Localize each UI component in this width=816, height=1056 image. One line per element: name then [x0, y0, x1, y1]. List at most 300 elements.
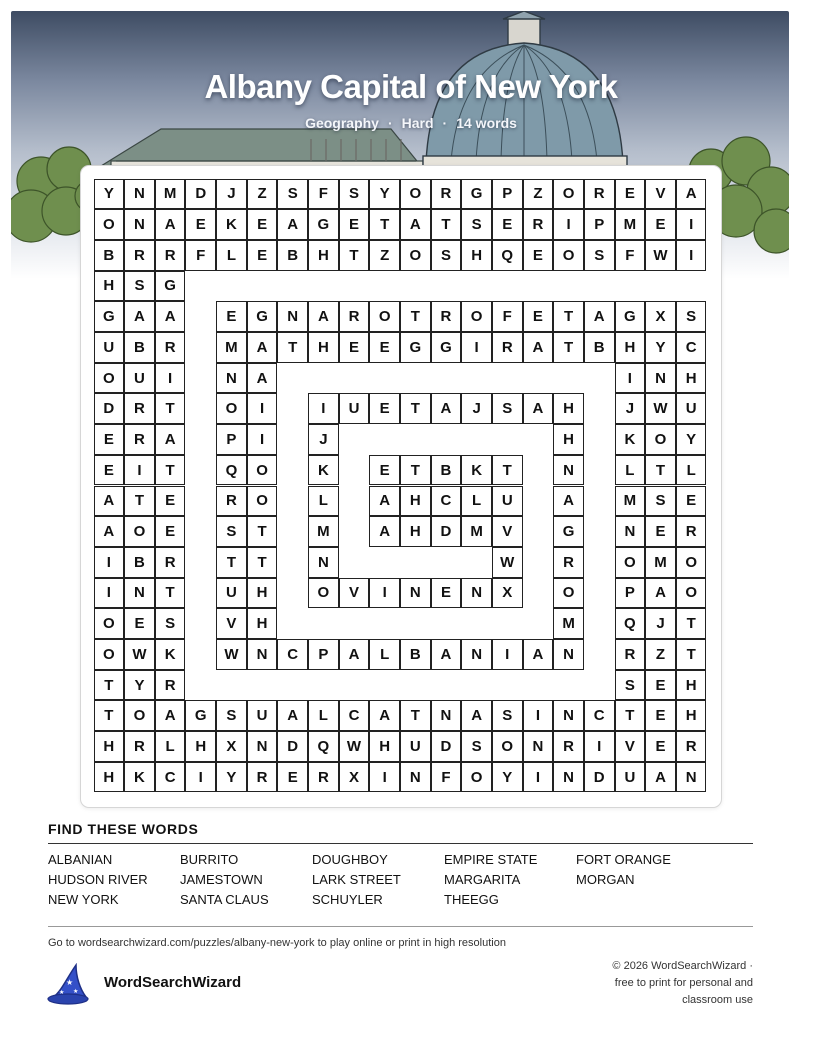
grid-cell: O — [461, 762, 492, 793]
grid-cell: T — [676, 608, 707, 639]
grid-cell: R — [584, 179, 615, 210]
grid-cell: A — [155, 209, 186, 240]
word-item: ALBANIAN — [48, 852, 113, 867]
grid-cell: E — [492, 209, 523, 240]
grid-cell: A — [247, 363, 278, 394]
grid-cell: S — [339, 179, 370, 210]
grid-cell: S — [615, 670, 646, 701]
grid-cell: E — [645, 731, 676, 762]
grid-cell: U — [676, 393, 707, 424]
grid-cell: D — [94, 393, 125, 424]
grid-cell: I — [615, 363, 646, 394]
grid-cell: N — [124, 209, 155, 240]
grid-cell: V — [645, 179, 676, 210]
grid-cell: E — [431, 578, 462, 609]
grid-cell: N — [247, 639, 278, 670]
grid-cell: Y — [676, 424, 707, 455]
grid-cell: E — [369, 332, 400, 363]
play-online-note: Go to wordsearchwizard.com/puzzles/albany-new-york to play online or print in high resolution — [48, 937, 506, 949]
word-item: HUDSON RIVER — [48, 872, 148, 887]
grid-cell: C — [277, 639, 308, 670]
grid-cell: N — [124, 179, 155, 210]
grid-cell: S — [645, 486, 676, 517]
grid-cell: Q — [308, 731, 339, 762]
grid-cell: N — [400, 578, 431, 609]
grid-cell: T — [339, 240, 370, 271]
grid-cell: H — [308, 332, 339, 363]
divider — [48, 843, 753, 844]
grid-cell: L — [308, 486, 339, 517]
grid-cell: Q — [216, 455, 247, 486]
grid-cell: H — [676, 700, 707, 731]
grid-cell: R — [553, 547, 584, 578]
grid-cell: O — [461, 301, 492, 332]
grid-cell: H — [553, 424, 584, 455]
grid-cell: J — [308, 424, 339, 455]
grid-cell: W — [124, 639, 155, 670]
grid-cell: O — [400, 240, 431, 271]
grid-cell: N — [615, 516, 646, 547]
grid-cell: E — [185, 209, 216, 240]
grid-cell: G — [553, 516, 584, 547]
grid-cell: N — [553, 639, 584, 670]
grid-cell: Z — [523, 179, 554, 210]
grid-cell: X — [492, 578, 523, 609]
grid-cell: R — [339, 301, 370, 332]
grid-cell: N — [308, 547, 339, 578]
grid-cell: H — [94, 271, 125, 302]
grid-cell: E — [216, 301, 247, 332]
grid-cell: E — [645, 209, 676, 240]
grid-cell: S — [492, 393, 523, 424]
grid-cell: C — [584, 700, 615, 731]
grid-cell: N — [553, 700, 584, 731]
copyright-line: free to print for personal and — [614, 977, 753, 989]
grid-cell: Q — [492, 240, 523, 271]
grid-cell: O — [553, 179, 584, 210]
grid-cell: J — [645, 608, 676, 639]
grid-cell: L — [461, 486, 492, 517]
grid-cell: G — [94, 301, 125, 332]
grid-cell: R — [124, 731, 155, 762]
grid-cell: Q — [615, 608, 646, 639]
grid-cell: Y — [645, 332, 676, 363]
word-item: MORGAN — [576, 872, 635, 887]
grid-cell: N — [523, 731, 554, 762]
grid-cell: U — [400, 731, 431, 762]
grid-cell: N — [553, 455, 584, 486]
grid-cell: T — [369, 209, 400, 240]
grid-cell: O — [400, 179, 431, 210]
grid-cell: S — [124, 271, 155, 302]
grid-cell: B — [277, 240, 308, 271]
grid-cell: E — [645, 516, 676, 547]
grid-cell: A — [400, 209, 431, 240]
grid-cell: S — [461, 209, 492, 240]
grid-cell: E — [523, 301, 554, 332]
grid-cell: R — [124, 240, 155, 271]
grid-cell: E — [676, 486, 707, 517]
grid-cell: L — [155, 731, 186, 762]
grid-cell: U — [216, 578, 247, 609]
grid-cell: M — [461, 516, 492, 547]
grid-cell: T — [94, 700, 125, 731]
grid-cell: D — [584, 762, 615, 793]
grid-cell: P — [216, 424, 247, 455]
grid-cell: A — [553, 486, 584, 517]
grid-cell: E — [124, 608, 155, 639]
grid-cell: L — [615, 455, 646, 486]
grid-cell: A — [339, 639, 370, 670]
grid-cell: H — [308, 240, 339, 271]
grid-cell: S — [216, 700, 247, 731]
grid-cell: T — [676, 639, 707, 670]
grid-cell: V — [339, 578, 370, 609]
grid-cell: P — [308, 639, 339, 670]
grid-cell: I — [492, 639, 523, 670]
grid-cell: H — [676, 670, 707, 701]
grid-cell: E — [369, 393, 400, 424]
grid-cell: Y — [492, 762, 523, 793]
grid-cell: R — [431, 179, 462, 210]
grid-cell: A — [247, 332, 278, 363]
copyright-line: classroom use — [682, 994, 753, 1006]
grid-cell: T — [553, 332, 584, 363]
grid-cell: N — [247, 731, 278, 762]
grid-cell: E — [369, 455, 400, 486]
grid-cell: K — [216, 209, 247, 240]
grid-cell: B — [431, 455, 462, 486]
grid-cell: I — [676, 209, 707, 240]
grid-cell: N — [431, 700, 462, 731]
svg-text:★: ★ — [73, 988, 79, 995]
grid-cell: M — [645, 547, 676, 578]
grid-cell: T — [400, 393, 431, 424]
grid-cell: A — [155, 424, 186, 455]
grid-cell: W — [645, 240, 676, 271]
grid-cell: Y — [369, 179, 400, 210]
word-item: LARK STREET — [312, 872, 401, 887]
grid-cell: T — [155, 393, 186, 424]
word-item: SCHUYLER — [312, 892, 383, 907]
grid-cell: F — [185, 240, 216, 271]
puzzle-meta — [11, 115, 789, 131]
grid-cell: R — [676, 731, 707, 762]
grid-cell: E — [645, 670, 676, 701]
grid-cell: O — [124, 700, 155, 731]
grid-cell: M — [553, 608, 584, 639]
grid-cell: G — [308, 209, 339, 240]
word-item: MARGARITA — [444, 872, 521, 887]
grid-cell: H — [400, 516, 431, 547]
meta-separator: · — [387, 115, 393, 131]
grid-cell: X — [339, 762, 370, 793]
word-item: THEEGG — [444, 892, 499, 907]
grid-cell: O — [492, 731, 523, 762]
grid-cell: B — [400, 639, 431, 670]
grid-cell: O — [308, 578, 339, 609]
grid-cell: W — [216, 639, 247, 670]
letter-grid — [94, 179, 707, 793]
grid-cell: N — [645, 363, 676, 394]
grid-cell: K — [615, 424, 646, 455]
grid-cell: N — [124, 578, 155, 609]
grid-cell: H — [615, 332, 646, 363]
grid-cell: O — [216, 393, 247, 424]
grid-cell: V — [615, 731, 646, 762]
grid-cell: O — [94, 639, 125, 670]
grid-cell: T — [94, 670, 125, 701]
grid-cell: T — [216, 547, 247, 578]
grid-cell: R — [431, 301, 462, 332]
grid-cell: G — [185, 700, 216, 731]
grid-cell: O — [94, 608, 125, 639]
grid-cell: F — [492, 301, 523, 332]
grid-cell: O — [553, 578, 584, 609]
grid-cell: K — [124, 762, 155, 793]
grid-cell: W — [645, 393, 676, 424]
grid-cell: P — [615, 578, 646, 609]
grid-cell: J — [216, 179, 247, 210]
grid-cell: G — [615, 301, 646, 332]
svg-text:★: ★ — [66, 978, 74, 987]
difficulty-label: Hard — [401, 115, 434, 131]
grid-cell: N — [553, 762, 584, 793]
copyright-line: © 2026 WordSearchWizard · — [612, 960, 753, 972]
grid-cell: U — [339, 393, 370, 424]
grid-cell: G — [400, 332, 431, 363]
grid-cell: T — [124, 486, 155, 517]
grid-cell: I — [124, 455, 155, 486]
grid-cell: A — [523, 332, 554, 363]
grid-cell: P — [492, 179, 523, 210]
grid-cell: H — [369, 731, 400, 762]
grid-cell: Y — [94, 179, 125, 210]
grid-cell: R — [124, 424, 155, 455]
word-item: BURRITO — [180, 852, 239, 867]
grid-cell: O — [615, 547, 646, 578]
grid-cell: S — [155, 608, 186, 639]
grid-cell: I — [553, 209, 584, 240]
grid-cell: I — [676, 240, 707, 271]
grid-cell: V — [492, 516, 523, 547]
grid-cell: R — [124, 393, 155, 424]
grid-cell: R — [676, 516, 707, 547]
grid-cell: U — [94, 332, 125, 363]
grid-cell: N — [216, 363, 247, 394]
grid-cell: K — [461, 455, 492, 486]
grid-cell: E — [247, 240, 278, 271]
grid-cell: T — [492, 455, 523, 486]
grid-cell: C — [339, 700, 370, 731]
grid-cell: T — [277, 332, 308, 363]
grid-cell: A — [277, 209, 308, 240]
grid-cell: O — [247, 486, 278, 517]
grid-cell: A — [431, 393, 462, 424]
grid-cell: O — [124, 516, 155, 547]
divider — [48, 926, 753, 927]
grid-cell: T — [247, 516, 278, 547]
grid-cell: T — [155, 455, 186, 486]
grid-cell: R — [553, 731, 584, 762]
grid-cell: E — [615, 179, 646, 210]
grid-cell: N — [277, 301, 308, 332]
grid-cell: A — [431, 639, 462, 670]
grid-cell: O — [676, 547, 707, 578]
grid-cell: L — [676, 455, 707, 486]
grid-cell: A — [584, 301, 615, 332]
grid-cell: R — [492, 332, 523, 363]
grid-cell: O — [247, 455, 278, 486]
copyright-note — [560, 958, 753, 1009]
wizard-hat-icon — [46, 963, 92, 1005]
grid-cell: I — [369, 578, 400, 609]
grid-cell: R — [247, 762, 278, 793]
grid-cell: H — [94, 731, 125, 762]
grid-cell: H — [676, 363, 707, 394]
grid-cell: O — [676, 578, 707, 609]
grid-cell: S — [676, 301, 707, 332]
grid-cell: B — [124, 547, 155, 578]
grid-cell: E — [247, 209, 278, 240]
grid-cell: A — [461, 700, 492, 731]
grid-cell: G — [431, 332, 462, 363]
grid-cell: T — [400, 301, 431, 332]
word-item: SANTA CLAUS — [180, 892, 269, 907]
grid-cell: E — [645, 700, 676, 731]
grid-cell: K — [308, 455, 339, 486]
word-item: EMPIRE STATE — [444, 852, 538, 867]
grid-cell: N — [461, 639, 492, 670]
grid-cell: L — [216, 240, 247, 271]
grid-cell: R — [155, 332, 186, 363]
grid-cell: A — [124, 301, 155, 332]
grid-cell: M — [615, 486, 646, 517]
grid-cell: T — [431, 209, 462, 240]
grid-cell: E — [155, 486, 186, 517]
grid-cell: E — [339, 209, 370, 240]
grid-cell: H — [94, 762, 125, 793]
grid-cell: J — [615, 393, 646, 424]
grid-cell: I — [94, 578, 125, 609]
grid-cell: S — [492, 700, 523, 731]
grid-cell: J — [461, 393, 492, 424]
grid-cell: R — [308, 762, 339, 793]
grid-cell: A — [155, 301, 186, 332]
grid-cell: K — [155, 639, 186, 670]
grid-cell: H — [247, 608, 278, 639]
grid-cell: Z — [645, 639, 676, 670]
grid-cell: O — [553, 240, 584, 271]
grid-cell: A — [523, 639, 554, 670]
grid-cell: O — [645, 424, 676, 455]
grid-cell: L — [369, 639, 400, 670]
grid-cell: G — [461, 179, 492, 210]
grid-cell: I — [247, 393, 278, 424]
grid-cell: E — [523, 240, 554, 271]
grid-cell: A — [94, 516, 125, 547]
grid-cell: I — [461, 332, 492, 363]
grid-cell: P — [584, 209, 615, 240]
grid-cell: A — [369, 700, 400, 731]
grid-cell: D — [277, 731, 308, 762]
grid-cell: A — [94, 486, 125, 517]
word-item: JAMESTOWN — [180, 872, 263, 887]
grid-cell: U — [615, 762, 646, 793]
meta-separator: · — [442, 115, 448, 131]
grid-cell: A — [676, 179, 707, 210]
grid-cell: W — [492, 547, 523, 578]
word-count-label: 14 words — [456, 115, 517, 131]
svg-text:★: ★ — [59, 989, 65, 996]
grid-cell: A — [369, 486, 400, 517]
grid-cell: I — [584, 731, 615, 762]
word-item: NEW YORK — [48, 892, 119, 907]
grid-cell: S — [277, 179, 308, 210]
grid-cell: B — [584, 332, 615, 363]
grid-cell: H — [400, 486, 431, 517]
grid-cell: R — [155, 240, 186, 271]
grid-cell: E — [94, 424, 125, 455]
grid-cell: U — [492, 486, 523, 517]
grid-cell: S — [461, 731, 492, 762]
brand-name: WordSearchWizard — [104, 974, 242, 991]
grid-cell: V — [216, 608, 247, 639]
grid-cell: Y — [124, 670, 155, 701]
grid-cell: L — [308, 700, 339, 731]
grid-cell: O — [94, 209, 125, 240]
grid-cell: H — [247, 578, 278, 609]
word-list-title: FIND THESE WORDS — [48, 821, 199, 837]
grid-cell: E — [277, 762, 308, 793]
grid-cell: C — [676, 332, 707, 363]
grid-cell: S — [431, 240, 462, 271]
word-item: DOUGHBOY — [312, 852, 388, 867]
grid-cell: D — [431, 731, 462, 762]
grid-cell: N — [400, 762, 431, 793]
grid-cell: M — [308, 516, 339, 547]
grid-cell: B — [124, 332, 155, 363]
grid-cell: T — [155, 578, 186, 609]
grid-cell: A — [277, 700, 308, 731]
grid-cell: I — [523, 700, 554, 731]
grid-cell: A — [645, 762, 676, 793]
grid-cell: R — [155, 547, 186, 578]
grid-cell: N — [461, 578, 492, 609]
grid-cell: A — [155, 700, 186, 731]
grid-cell: N — [676, 762, 707, 793]
grid-cell: F — [308, 179, 339, 210]
grid-cell: G — [247, 301, 278, 332]
grid-cell: X — [645, 301, 676, 332]
grid-cell: T — [645, 455, 676, 486]
grid-cell: M — [216, 332, 247, 363]
grid-cell: G — [155, 271, 186, 302]
grid-cell: O — [369, 301, 400, 332]
grid-cell: A — [308, 301, 339, 332]
grid-cell: C — [431, 486, 462, 517]
grid-cell: O — [94, 363, 125, 394]
grid-cell: R — [155, 670, 186, 701]
grid-cell: M — [155, 179, 186, 210]
grid-cell: F — [615, 240, 646, 271]
grid-cell: H — [185, 731, 216, 762]
grid-cell: T — [615, 700, 646, 731]
grid-cell: Y — [216, 762, 247, 793]
grid-cell: Z — [247, 179, 278, 210]
grid-cell: E — [339, 332, 370, 363]
grid-cell: H — [461, 240, 492, 271]
